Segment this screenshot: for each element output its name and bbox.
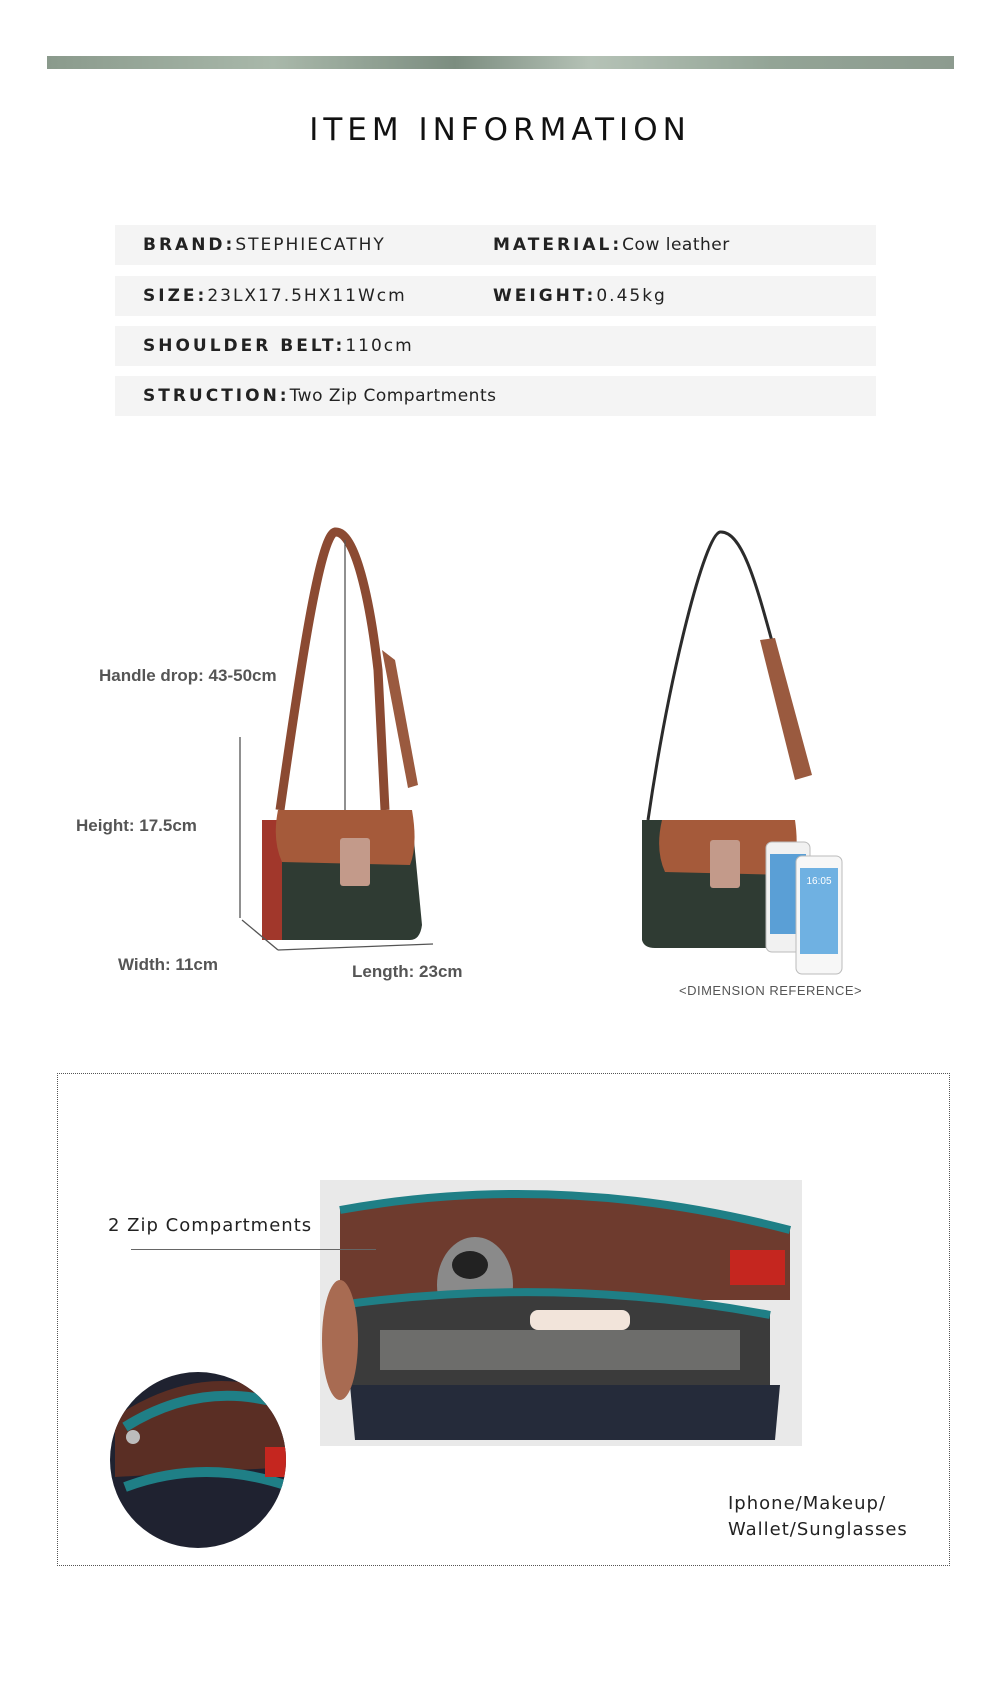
length-label: Length: 23cm [352, 962, 463, 981]
page-title: ITEM INFORMATION [309, 112, 691, 148]
belt-label: SHOULDER BELT: [143, 336, 346, 356]
contents-line-1: Iphone/Makeup/ [728, 1493, 887, 1514]
height-label: Height: 17.5cm [76, 816, 197, 835]
phone-item [530, 1310, 630, 1330]
struction-value: Two Zip Compartments [289, 386, 497, 406]
dimension-bag-illustration [0, 520, 1000, 1000]
weight-cell [493, 276, 667, 316]
top-banner [47, 56, 954, 69]
bag-strap-left [280, 532, 385, 810]
brand-label: BRAND: [143, 235, 236, 255]
length-line [278, 944, 433, 950]
size-cell [143, 276, 407, 316]
compartments-leader-line [131, 1249, 376, 1250]
size-label: SIZE: [143, 286, 208, 306]
red-wallet [730, 1250, 785, 1285]
brand-cell [143, 225, 386, 265]
bag-strap-right-thin [648, 532, 780, 820]
notebook-item [380, 1330, 740, 1370]
weight-value: 0.45kg [596, 286, 667, 306]
material-cell [493, 225, 730, 265]
bag-clasp-left [340, 838, 370, 886]
material-label: MATERIAL: [493, 235, 623, 255]
spec-row-belt [115, 326, 876, 366]
strap-buckle-tab [382, 650, 418, 788]
compartments-label: 2 Zip Compartments [108, 1215, 313, 1236]
spec-row-size [115, 276, 876, 316]
handle-drop-label: Handle drop: 43-50cm [99, 666, 277, 685]
bag-strap-right [760, 638, 812, 780]
zipper-detail-photo [105, 1367, 291, 1553]
interior-photo [320, 1180, 802, 1446]
width-label: Width: 11cm [118, 955, 218, 974]
size-value: 23LX17.5HX11Wcm [207, 286, 407, 306]
zip-puller [322, 1280, 358, 1400]
bag-clasp-right [710, 840, 740, 888]
contents-line-2: Wallet/Sunglasses [728, 1519, 908, 1540]
material-value: Cow leather [622, 235, 730, 255]
spec-row-brand [115, 225, 876, 265]
spec-row-struction [115, 376, 876, 416]
phone-time: 16:05 [806, 876, 832, 887]
detail-red-lining [265, 1447, 291, 1477]
detail-rivet [126, 1430, 140, 1444]
bottle-cap [452, 1251, 488, 1279]
struction-label: STRUCTION: [143, 386, 290, 406]
belt-value: 110cm [345, 336, 414, 356]
weight-label: WEIGHT: [493, 286, 597, 306]
belt-cell [143, 326, 414, 366]
dimension-reference-label: <DIMENSION REFERENCE> [679, 983, 863, 998]
brand-value: STEPHIECATHY [235, 235, 386, 255]
bag-bottom-panel [350, 1385, 780, 1440]
struction-cell [143, 376, 496, 416]
